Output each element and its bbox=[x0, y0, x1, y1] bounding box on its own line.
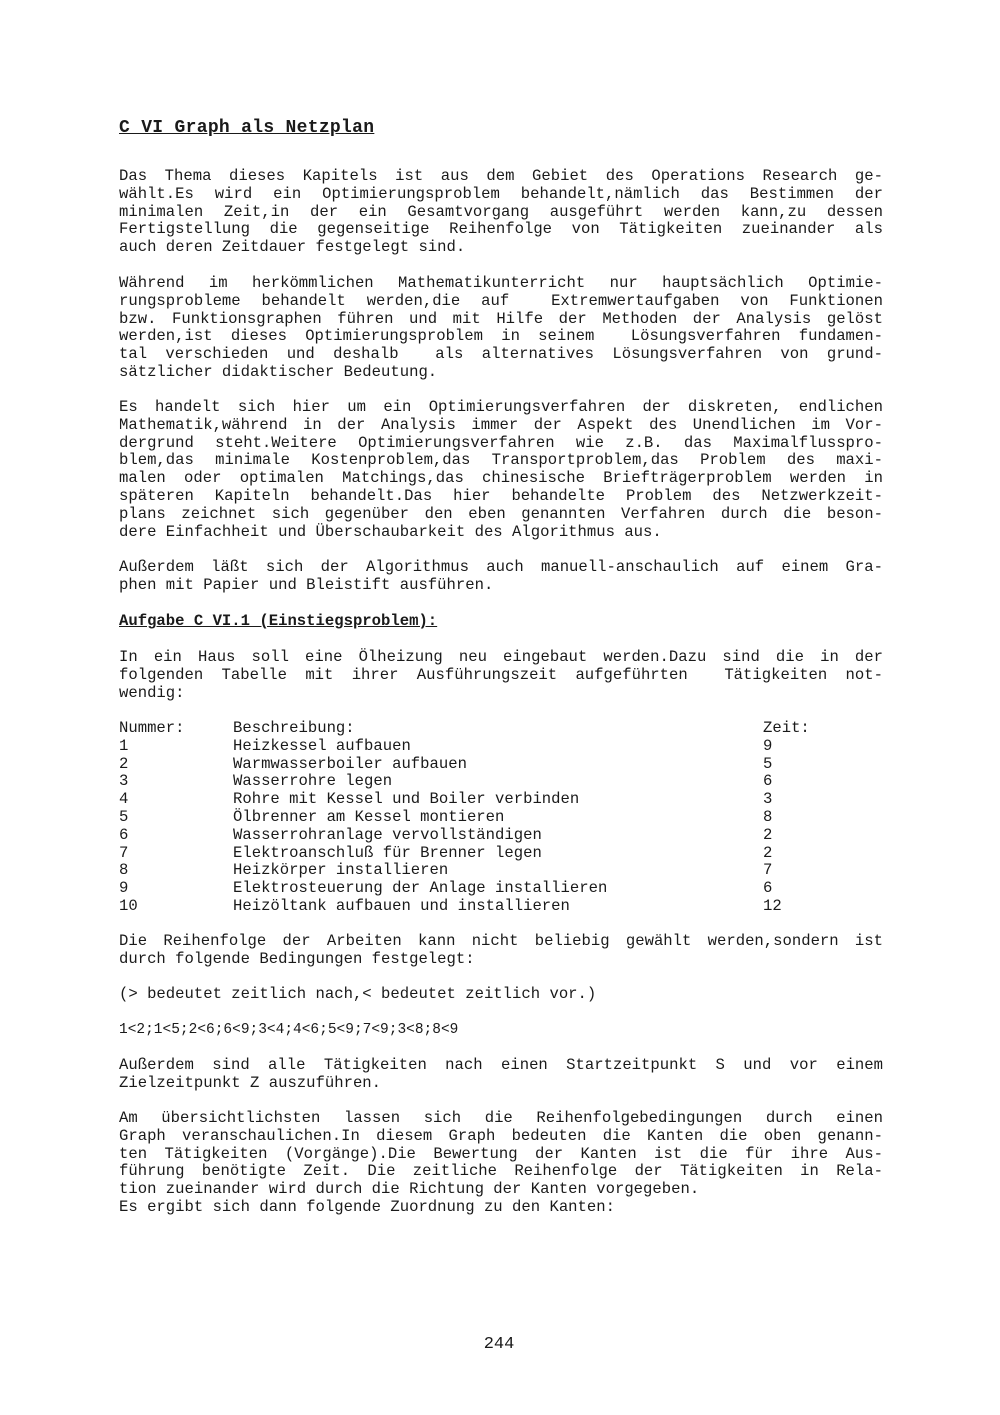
task-description: Warmwasserboiler aufbauen bbox=[233, 754, 467, 773]
text-line: 1<2;1<5;2<6;6<9;3<4;4<6;5<9;7<9;3<8;8<9 bbox=[119, 1022, 459, 1038]
table-row bbox=[119, 756, 883, 774]
task-number: 3 bbox=[119, 772, 129, 791]
task-time: 6 bbox=[763, 772, 773, 791]
task-description: Ölbrenner am Kessel montieren bbox=[233, 807, 505, 826]
text-line: führung benötigte Zeit. Die zeitliche Reihenfolge der Tätigkeiten in Rela- bbox=[119, 1162, 883, 1181]
order-paragraph bbox=[119, 933, 883, 969]
task-time: 2 bbox=[763, 843, 773, 862]
text-line: In ein Haus soll eine Ölheizung neu eingebaut werden.Dazu sind die in der bbox=[119, 648, 883, 666]
text-line: sätzlicher didaktischer Bedeutung. bbox=[119, 362, 438, 381]
discrete-paragraph bbox=[119, 399, 883, 541]
page-number: 244 bbox=[483, 1335, 515, 1354]
comparison-paragraph bbox=[119, 275, 883, 382]
task-number: 9 bbox=[119, 879, 129, 898]
column-header-time: Zeit: bbox=[763, 719, 810, 737]
table-row bbox=[119, 773, 883, 791]
text-line: Zielzeitpunkt Z auszuführen. bbox=[119, 1073, 382, 1092]
text-line: tion zueinander wird durch die Richtung der Kanten vorgegeben. bbox=[119, 1180, 700, 1199]
task-number: 8 bbox=[119, 861, 129, 880]
text-line: Das Thema dieses Kapitels ist aus dem Gebiet des Operations Research ge- bbox=[119, 167, 883, 185]
text-line: Am übersichtlichsten lassen sich die Reihenfolgebedingungen durch einen bbox=[119, 1109, 883, 1127]
task-time: 2 bbox=[763, 825, 773, 844]
text-line: tal verschieden und deshalb als alternatives Lösungsverfahren von grund- bbox=[119, 345, 883, 364]
text-line: wählt.Es wird ein Optimierungsproblem behandelt,nämlich das Bestimmen der bbox=[119, 184, 883, 203]
column-header-number: Nummer: bbox=[119, 719, 185, 737]
start-end-paragraph bbox=[119, 1057, 883, 1093]
graph-paragraph bbox=[119, 1110, 883, 1217]
task-number: 4 bbox=[119, 790, 129, 809]
table-header-row bbox=[119, 720, 883, 738]
text-line: Mathematik,während in der Analysis immer der Aspekt des Unendlichen im Vor- bbox=[119, 415, 883, 434]
constraint-list bbox=[119, 1022, 883, 1040]
task-description: Heizkessel aufbauen bbox=[233, 736, 411, 755]
manual-paragraph bbox=[119, 559, 883, 595]
text-line: (> bedeutet zeitlich nach,< bedeutet zeitlich vor.) bbox=[119, 985, 597, 1003]
text-line: minimalen Zeit,in der ein Gesamtvorgang ausgeführt werden kann,zu dessen bbox=[119, 202, 883, 221]
text-line: ten Tätigkeiten (Vorgänge).Die Bewertung der Kanten ist die für ihre Aus- bbox=[119, 1144, 883, 1163]
task-number: 2 bbox=[119, 754, 129, 773]
task-description: Rohre mit Kessel und Boiler verbinden bbox=[233, 790, 580, 809]
task-number: 6 bbox=[119, 825, 129, 844]
task-time: 8 bbox=[763, 807, 773, 826]
task-number: 10 bbox=[119, 896, 138, 915]
table-row bbox=[119, 880, 883, 898]
text-line: Die Reihenfolge der Arbeiten kann nicht beliebig gewählt werden,sondern ist bbox=[119, 932, 883, 950]
text-line: durch folgende Bedingungen festgelegt: bbox=[119, 949, 475, 968]
table-row bbox=[119, 845, 883, 863]
column-header-description: Beschreibung: bbox=[233, 719, 355, 737]
task-description: Wasserrohre legen bbox=[233, 772, 393, 791]
task-description: Heizöltank aufbauen und installieren bbox=[233, 896, 570, 915]
task-heading: Aufgabe C VI.1 (Einstiegsproblem): bbox=[119, 612, 438, 630]
task-table bbox=[119, 720, 883, 916]
table-row bbox=[119, 827, 883, 845]
task-number: 1 bbox=[119, 736, 129, 755]
text-line: Außerdem läßt sich der Algorithmus auch manuell-anschaulich auf einem Gra- bbox=[119, 558, 883, 576]
task-time: 3 bbox=[763, 790, 773, 809]
text-line: plans zeichnet sich gegenüber den eben genannten Verfahren durch die beson- bbox=[119, 504, 883, 523]
task-number: 7 bbox=[119, 843, 129, 862]
task-description: Wasserrohranlage vervollständigen bbox=[233, 825, 542, 844]
text-line: Graph veranschaulichen.In diesem Graph bedeuten die Kanten die oben genann- bbox=[119, 1126, 883, 1145]
task-description: Heizkörper installieren bbox=[233, 861, 449, 880]
text-line: auch deren Zeitdauer festgelegt sind. bbox=[119, 238, 466, 257]
task-time: 6 bbox=[763, 879, 773, 898]
text-line: malen oder optimalen Matchings,das chinesische Briefträgerproblem werden in bbox=[119, 469, 883, 488]
text-line: dere Einfachheit und Überschaubarkeit des Algorithmus aus. bbox=[119, 522, 662, 541]
task-description: Elektrosteuerung der Anlage installieren bbox=[233, 879, 608, 898]
intro-paragraph bbox=[119, 168, 883, 257]
task-number: 5 bbox=[119, 807, 129, 826]
text-line: dergrund steht.Weitere Optimierungsverfahren wie z.B. das Maximalflusspro- bbox=[119, 433, 883, 452]
task-intro-paragraph bbox=[119, 649, 883, 702]
table-row bbox=[119, 862, 883, 880]
task-time: 7 bbox=[763, 861, 773, 880]
text-line: Außerdem sind alle Tätigkeiten nach einen Startzeitpunkt S und vor einem bbox=[119, 1056, 883, 1074]
chapter-title: C VI Graph als Netzplan bbox=[119, 118, 375, 138]
table-row bbox=[119, 809, 883, 827]
legend-note bbox=[119, 986, 883, 1004]
task-description: Elektroanschluß für Brenner legen bbox=[233, 843, 542, 862]
text-line: phen mit Papier und Bleistift ausführen. bbox=[119, 575, 494, 594]
text-line: bzw. Funktionsgraphen führen und mit Hilfe der Methoden der Analysis gelöst bbox=[119, 309, 883, 328]
text-line: wendig: bbox=[119, 683, 185, 702]
text-line: Fertigstellung die gegenseitige Reihenfolge von Tätigkeiten zueinander als bbox=[119, 220, 883, 239]
task-time: 12 bbox=[763, 896, 782, 915]
table-row bbox=[119, 791, 883, 809]
text-line: Es handelt sich hier um ein Optimierungsverfahren der diskreten, endlichen bbox=[119, 398, 883, 416]
task-time: 5 bbox=[763, 754, 773, 773]
text-line: späteren Kapiteln behandelt.Das hier behandelte Problem des Netzwerkzeit- bbox=[119, 486, 883, 505]
text-line: Während im herkömmlichen Mathematikunterricht nur hauptsächlich Optimie- bbox=[119, 274, 883, 292]
text-line: folgenden Tabelle mit ihrer Ausführungszeit aufgeführten Tätigkeiten not- bbox=[119, 665, 883, 684]
text-line: Es ergibt sich dann folgende Zuordnung zu den Kanten: bbox=[119, 1197, 615, 1216]
table-row bbox=[119, 898, 883, 916]
text-line: blem,das minimale Kostenproblem,das Transportproblem,das Problem des maxi- bbox=[119, 451, 883, 470]
task-time: 9 bbox=[763, 736, 773, 755]
table-row bbox=[119, 738, 883, 756]
text-line: rungsprobleme behandelt werden,die auf Extremwertaufgaben von Funktionen bbox=[119, 291, 883, 310]
text-line: werden,ist dieses Optimierungsproblem in seinem Lösungsverfahren fundamen- bbox=[119, 327, 883, 346]
